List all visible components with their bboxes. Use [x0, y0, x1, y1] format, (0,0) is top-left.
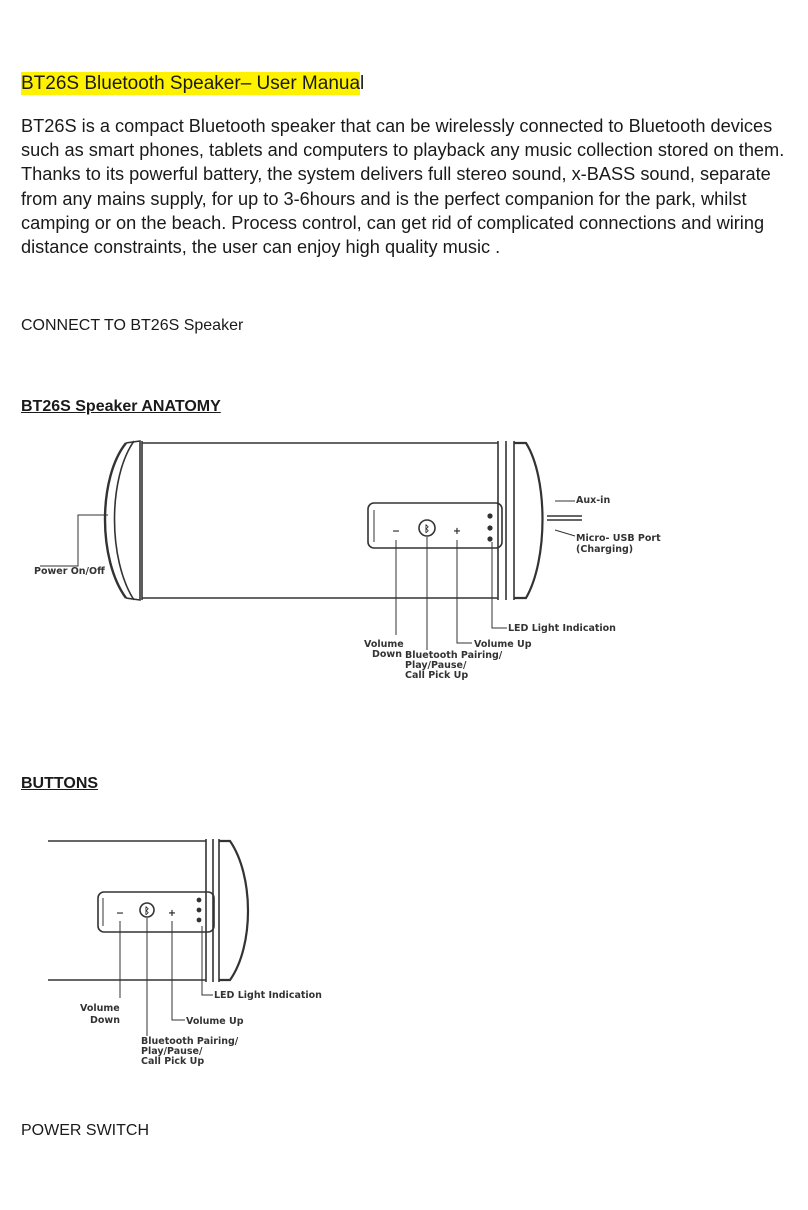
anatomy-heading: BT26S Speaker ANATOMY	[21, 398, 221, 415]
usb-port-label: Micro- USB Port	[576, 533, 661, 544]
plus-icon: +	[168, 908, 176, 919]
bluetooth-icon	[144, 905, 150, 917]
led-label: LED Light Indication	[214, 990, 322, 1001]
volume-up-label: Volume Up	[186, 1016, 244, 1027]
title-tail: l	[360, 73, 365, 94]
bt-call-label: Call Pick Up	[141, 1056, 205, 1067]
intro-paragraph: BT26S is a compact Bluetooth speaker that can be wirelessly connected to Bluetooth devices such as smart phones, tablets and computers to playback any music collection stored on them. Thanks to its powerful battery, the system delivers full stereo sound, x-BASS sound, separate from any mains supply, for up to 3-6hours and is the perfect companion for the park, whilst camping or on the beach. Process control, can get rid of complicated connections and wiring distance constraints, the user can enjoy high quality music .	[21, 116, 785, 258]
bt-pairing-label: Bluetooth Pairing/	[405, 650, 503, 661]
svg-text:ᛒ: ᛒ	[424, 524, 430, 535]
title-highlight: BT26S Bluetooth Speaker– User Manua	[21, 73, 361, 94]
minus-icon: −	[392, 526, 400, 537]
buttons-heading: BUTTONS	[21, 775, 99, 792]
anatomy-diagram	[0, 430, 808, 690]
svg-text:ᛒ: ᛒ	[144, 906, 150, 917]
usb-port-charging-label: (Charging)	[576, 544, 634, 555]
bt-play-label: Play/Pause/	[141, 1046, 203, 1057]
power-label: Power On/Off	[34, 566, 105, 577]
power-switch-heading: POWER SWITCH	[21, 1122, 149, 1139]
volume-up-label: Volume Up	[474, 639, 532, 650]
led-label: LED Light Indication	[508, 623, 616, 634]
bt-call-label: Call Pick Up	[405, 670, 469, 681]
volume-down-label: Volume	[364, 639, 404, 650]
volume-down-label-2: Down	[90, 1015, 120, 1026]
bt-play-label: Play/Pause/	[405, 660, 467, 671]
minus-icon: −	[116, 908, 124, 919]
volume-down-label: Volume	[80, 1003, 120, 1014]
volume-down-label-2: Down	[372, 649, 402, 660]
buttons-diagram	[0, 830, 808, 1080]
connect-heading: CONNECT TO BT26S Speaker	[21, 317, 244, 334]
aux-in-label: Aux-in	[576, 495, 611, 506]
page-title	[21, 71, 364, 97]
bt-pairing-label: Bluetooth Pairing/	[141, 1036, 239, 1047]
plus-icon: +	[453, 526, 461, 537]
bluetooth-icon	[424, 523, 430, 535]
